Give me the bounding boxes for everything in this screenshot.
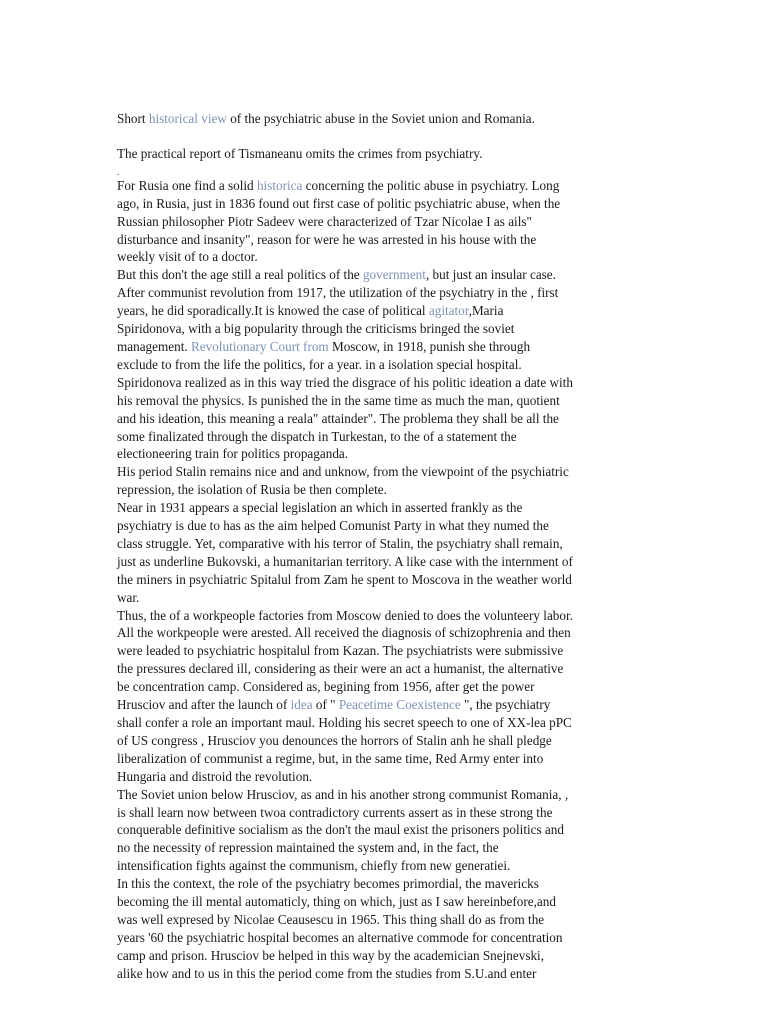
text-run: years, he did sporadically.It is knowed the case of political	[117, 303, 429, 319]
text-run: becoming the ill mental automaticly, thing on which, just as I saw hereinbefore,and	[117, 894, 556, 910]
inline-link[interactable]: agitator	[428, 303, 469, 319]
text-line	[117, 499, 657, 517]
text-run: war.	[117, 589, 140, 605]
document-title	[117, 110, 657, 128]
text-line	[117, 302, 657, 320]
text-line	[117, 410, 657, 428]
text-line	[117, 481, 657, 499]
text-line	[117, 965, 657, 983]
text-run: were leaded to psychiatric hospitalul from Kazan. The psychiatrists were submissive	[117, 643, 564, 659]
text-run: Spiridonova, with a big popularity through the criticisms bringed the soviet	[117, 321, 515, 337]
text-line	[117, 696, 657, 714]
text-run: Hungaria and distroid the revolution.	[117, 768, 313, 784]
text-run: exclude to from the life the politics, for a year. in a isolation special hospital.	[117, 356, 522, 372]
text-line	[117, 320, 657, 338]
text-run: ago, in Rusia, just in 1836 found out first case of politic psychiatric abuse, when the	[117, 195, 561, 211]
text-line	[117, 213, 657, 231]
text-run: Near in 1931 appears a special legislation an which in asserted frankly as the	[117, 500, 523, 516]
text-line	[117, 392, 657, 410]
text-line	[117, 463, 657, 481]
text-line	[117, 947, 657, 965]
text-run: , but just an insular case.	[425, 267, 556, 283]
text-run: alike how and to us in this the period come from the studies from S.U.and enter	[117, 965, 537, 981]
text-run: ", the psychiatry	[460, 697, 551, 713]
text-line	[117, 195, 657, 213]
text-line	[117, 624, 657, 642]
text-line	[117, 571, 657, 589]
body-text	[117, 177, 657, 983]
text-run: But this don't the age still a real politics of the	[117, 267, 363, 283]
text-line	[117, 750, 657, 768]
text-run: years '60 the psychiatric hospital becomes an alternative commode for concentration	[117, 929, 563, 945]
text-run: liberalization of communist a regime, but, in the same time, Red Army enter into	[117, 750, 544, 766]
text-line	[117, 821, 657, 839]
text-line	[117, 804, 657, 822]
text-line	[117, 517, 657, 535]
text-line	[117, 535, 657, 553]
text-run: Spiridonova realized as in this way tried the disgrace of his politic ideation a date with	[117, 374, 573, 390]
text-line	[117, 338, 657, 356]
text-run: was well expresed by Nicolae Ceausescu in 1965. This thing shall do as from the	[117, 911, 545, 927]
text-run: electioneering train for politics propaganda.	[117, 446, 349, 462]
text-run: His period Stalin remains nice and and unknow, from the viewpoint of the psychiatric	[117, 464, 569, 480]
text-line	[117, 642, 657, 660]
spacer	[117, 128, 657, 145]
text-run: The Soviet union below Hrusciov, as and in his another strong communist Romania, ,	[117, 786, 569, 802]
text-run: just as underline Bukovski, a humanitarian territory. A like case with the internment of	[117, 553, 573, 569]
text-run: of "	[312, 697, 339, 713]
text-line	[117, 660, 657, 678]
text-line	[117, 266, 657, 284]
text-run: and his ideation, this meaning a reala" attainder". The problema they shall be all the	[117, 410, 559, 426]
inline-link[interactable]: Revolutionary Court from	[190, 338, 329, 354]
inline-link[interactable]: Peacetime Coexistence	[338, 697, 461, 713]
text-run: his removal the physics. Is punished the in the same time as much the man, quotient	[117, 392, 560, 408]
text-line	[117, 714, 657, 732]
paragraph-marker: .	[117, 166, 120, 177]
text-run: of the psychiatric abuse in the Soviet union and Romania.	[226, 111, 535, 126]
text-line	[117, 786, 657, 804]
text-run: Hrusciov and after the launch of	[117, 697, 291, 713]
text-run: of US congress , Hrusciov you denounces the horrors of Stalin anh he shall pledge	[117, 732, 552, 748]
text-run: repression, the isolation of Rusia be then complete.	[117, 482, 387, 498]
text-run: Thus, the of a workpeople factories from Moscow denied to does the volunteery labor.	[117, 607, 573, 623]
text-run: class struggle. Yet, comparative with his terror of Stalin, the psychiatry shall remain,	[117, 535, 563, 551]
inline-link[interactable]: government	[362, 267, 426, 283]
text-run: the pressures declared ill, considering as their were an act a humanist, the alternative	[117, 661, 564, 677]
text-run: intensification fights against the communism, chiefly from new generatiei.	[117, 858, 511, 874]
text-run: the miners in psychiatric Spitalul from Zam he spent to Moscova in the weather world	[117, 571, 572, 587]
text-line	[117, 374, 657, 392]
text-run: Moscow, in 1918, punish she through	[328, 338, 531, 354]
inline-link[interactable]: idea	[290, 697, 313, 713]
text-line	[117, 875, 657, 893]
text-run: is shall learn now between twoa contradictory currents assert as in these strong the	[117, 804, 553, 820]
text-run: In this the context, the role of the psychiatry becomes primordial, the mavericks	[117, 876, 539, 892]
text-line	[117, 356, 657, 374]
text-run: psychiatry is due to has as the aim helped Comunist Party in what they numed the	[117, 518, 549, 534]
inline-link[interactable]: historical view	[148, 111, 227, 126]
text-line	[117, 911, 657, 929]
text-run: After communist revolution from 1917, the utilization of the psychiatry in the , first	[117, 285, 559, 301]
text-run: some finalizated through the dispatch in Turkestan, to the of a statement the	[117, 428, 517, 444]
document-body	[117, 110, 657, 983]
text-line	[117, 177, 657, 195]
text-run: ,Maria	[468, 303, 504, 319]
text-run: shall confer a role an important maul. Holding his secret speech to one of XX-lea pPC	[117, 715, 572, 730]
text-run: management.	[117, 338, 191, 354]
text-line	[117, 857, 657, 875]
text-line	[117, 589, 657, 607]
text-run: be concentration camp. Considered as, begining from 1956, after get the power	[117, 679, 535, 695]
text-run: no the necessity of repression maintained the system and, in the fact, the	[117, 840, 499, 856]
text-line	[117, 248, 657, 266]
text-line	[117, 893, 657, 911]
text-line	[117, 678, 657, 696]
text-line	[117, 607, 657, 625]
intro-paragraph: The practical report of Tismaneanu omits the crimes from psychiatry.	[117, 145, 483, 161]
text-line	[117, 768, 657, 786]
text-line	[117, 732, 657, 750]
text-run: concerning the politic abuse in psychiatry. Long	[302, 177, 560, 193]
text-line	[117, 284, 657, 302]
inline-link[interactable]: historica	[256, 177, 303, 193]
text-run: For Rusia one find a solid	[117, 177, 257, 193]
text-line	[117, 445, 657, 463]
text-line	[117, 231, 657, 249]
text-run: camp and prison. Hrusciov be helped in this way by the academician Snejnevski,	[117, 947, 545, 963]
text-run: disturbance and insanity", reason for were he was arrested in his house with the	[117, 231, 537, 247]
text-run: All the workpeople were arested. All received the diagnosis of schizophrenia and then	[117, 625, 571, 641]
text-run: Short	[117, 111, 149, 126]
text-line	[117, 929, 657, 947]
text-line	[117, 839, 657, 857]
text-run: Russian philosopher Piotr Sadeev were characterized of Tzar Nicolae I as ails"	[117, 213, 532, 229]
text-run: conquerable definitive socialism as the don't the maul exist the prisoners politics and	[117, 822, 564, 838]
text-run: weekly visit of to a doctor.	[117, 249, 258, 265]
text-line	[117, 428, 657, 446]
text-line	[117, 553, 657, 571]
